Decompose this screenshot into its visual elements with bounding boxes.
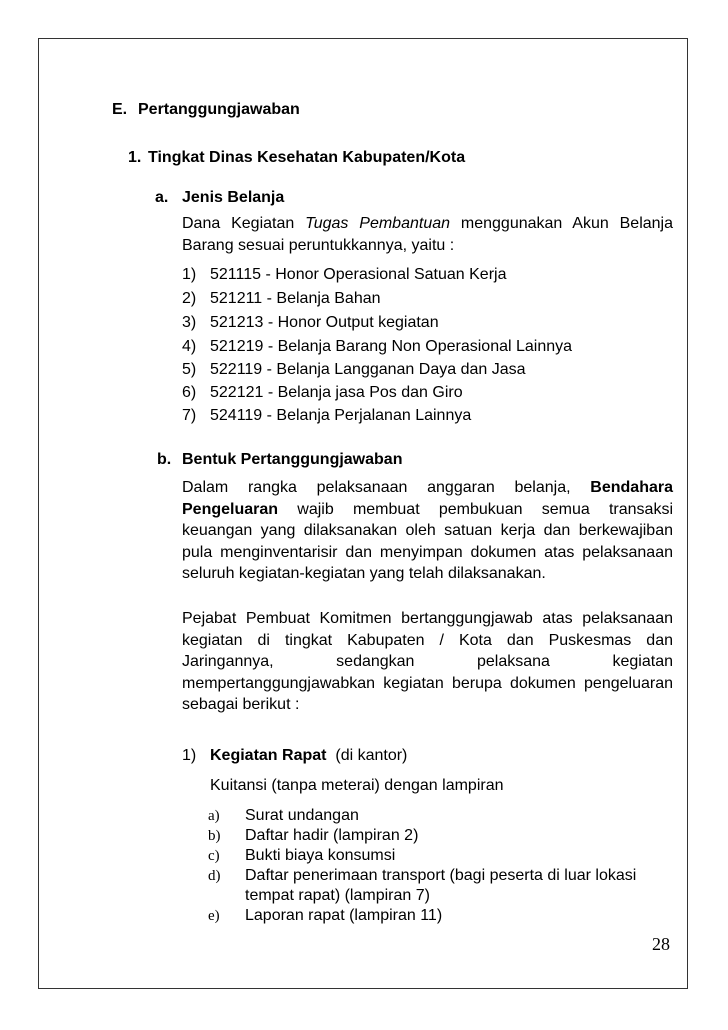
intro-post: menggunakan Akun Belanja Barang sesuai peruntukkannya, yaitu :	[182, 215, 673, 254]
intro-emphasis: Tugas Pembantuan	[305, 215, 451, 232]
item-a-letter: a.	[155, 189, 169, 206]
account-num: 3)	[182, 314, 197, 331]
para1-pre: Dalam rangka pelaksanaan anggaran belanja,	[182, 479, 591, 496]
kegiatan-desc: Kuitansi (tanpa meterai) dengan lampiran	[210, 777, 504, 794]
lampiran-item: Daftar penerimaan transport (bagi peserta di luar lokasi	[245, 867, 637, 884]
kegiatan-heading	[210, 746, 407, 766]
account-num: 4)	[182, 338, 197, 355]
account-num: 5)	[182, 361, 197, 378]
para2-text: Pejabat Pembuat Komitmen bertanggungjawab atas pelaksanaan kegiatan di tingkat Kabupaten / Kota dan Puskesmas dan Jaringannya, sedangkan pelaksana kegiatan mempertanggungjawabkan kegiatan berupa dokumen pengeluaran sebagai berikut :	[182, 610, 673, 713]
account-item: 521219 - Belanja Barang Non Operasional Lainnya	[210, 338, 573, 355]
account-item: 521211 - Belanja Bahan	[210, 290, 381, 307]
item-a-intro	[182, 213, 673, 256]
subsection-number: 1.	[128, 149, 142, 166]
lampiran-item: Laporan rapat (lampiran 11)	[245, 907, 443, 924]
lampiran-item: Bukti biaya konsumsi	[245, 847, 396, 864]
account-num: 2)	[182, 290, 197, 307]
account-item: 521115 - Honor Operasional Satuan Kerja	[210, 266, 507, 283]
kegiatan-number: 1)	[182, 747, 197, 764]
account-item: 524119 - Belanja Perjalanan Lainnya	[210, 407, 472, 424]
account-item: 521213 - Honor Output kegiatan	[210, 314, 439, 331]
item-a-title: Jenis Belanja	[182, 189, 285, 206]
lampiran-item: Surat undangan	[245, 807, 359, 824]
kegiatan-note: (di kantor)	[335, 747, 408, 764]
lampiran-letter: a)	[208, 808, 220, 824]
lampiran-letter: d)	[208, 868, 221, 884]
item-b-title: Bentuk Pertanggungjawaban	[182, 451, 403, 468]
account-num: 1)	[182, 266, 197, 283]
subsection-title: Tingkat Dinas Kesehatan Kabupaten/Kota	[148, 149, 466, 166]
item-b-paragraph-2	[182, 608, 673, 716]
account-num: 6)	[182, 384, 197, 401]
item-b-letter: b.	[157, 451, 172, 468]
section-title: Pertanggungjawaban	[138, 101, 300, 118]
intro-pre: Dana Kegiatan	[182, 215, 306, 232]
para1-post: wajib membuat pembukuan semua transaksi keuangan yang dilaksanakan oleh satuan kerja dan berkewajiban pula menginventarisir dan menyimpan dokumen atas pelaksanaan seluruh kegiatan-kegiatan yang telah dilaksanakan.	[182, 500, 673, 582]
para1-bold: Bendahara Pengeluaran	[182, 479, 673, 518]
lampiran-item-continued: tempat rapat) (lampiran 7)	[245, 887, 430, 904]
section-letter: E.	[112, 101, 128, 118]
item-b-paragraph-1	[182, 477, 673, 585]
lampiran-letter: c)	[208, 848, 220, 864]
account-item: 522119 - Belanja Langganan Daya dan Jasa	[210, 361, 526, 378]
kegiatan-title: Kegiatan Rapat	[210, 747, 327, 764]
account-num: 7)	[182, 407, 197, 424]
account-item: 522121 - Belanja jasa Pos dan Giro	[210, 384, 463, 401]
lampiran-item: Daftar hadir (lampiran 2)	[245, 827, 419, 844]
lampiran-letter: e)	[208, 908, 220, 924]
page-number: 28	[652, 934, 670, 954]
lampiran-letter: b)	[208, 828, 221, 844]
